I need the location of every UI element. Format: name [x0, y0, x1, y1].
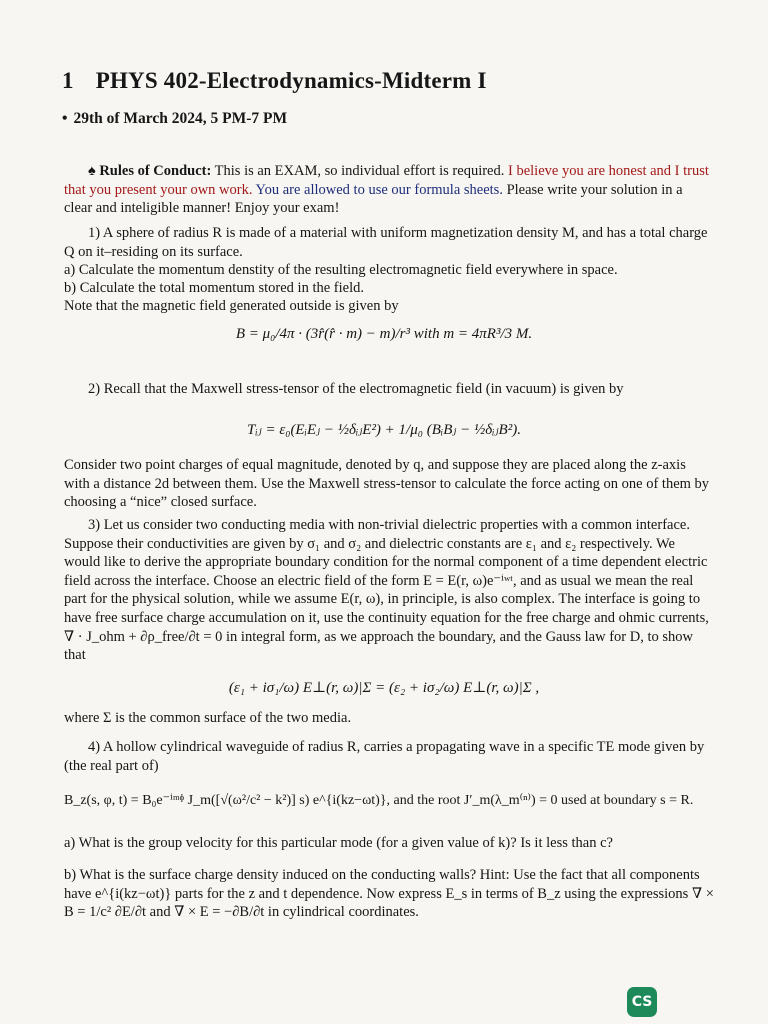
date-text: 29th of March 2024, 5 PM-7 PM	[73, 110, 288, 127]
rules-text-1: This is an EXAM, so individual effort is required.	[211, 163, 508, 179]
q3-where: where Σ is the common surface of the two media.	[64, 710, 352, 726]
q4-intro: 4) A hollow cylindrical waveguide of radius R, carries a propagating wave in a specific TE mode given by (the real part of)	[64, 739, 705, 774]
title-text: PHYS 402-Electrodynamics-Midterm I	[95, 68, 487, 93]
rules-text-blue: You are allowed to use our formula sheets.	[252, 181, 503, 198]
spade-icon: ♠	[88, 163, 96, 179]
q2-body: Consider two point charges of equal magnitude, denoted by q, and suppose they are placed along the z-axis with a distance 2d between them. Use the Maxwell stress-tensor to calculate the force acting on one of them by choosing a “nice” closed surface.	[64, 457, 710, 511]
section-number: 1	[62, 68, 74, 93]
exam-date	[62, 110, 287, 128]
q4-part-a: a) What is the group velocity for this particular mode (for a given value of k)? Is it less than c?	[64, 835, 613, 851]
q1-part-a: a) Calculate the momentum denstity of the resulting electromagnetic field everywhere in space.	[64, 262, 618, 278]
exam-title	[62, 68, 487, 94]
rules-text-2: Please write your solution in a clear and inteligible manner! Enjoy your exam!	[64, 181, 683, 217]
q1-equation: B = μ₀/4π · (3r̂(r̂ · m) − m)/r³ with m = 4πR³/3 M.	[235, 326, 533, 342]
q4-equation: B_z(s, φ, t) = B₀e⁻ⁱᵐᶲ J_m([√(ω²/c² − k²)] s) e^{i(kz−ωt)}, and the root J′_m(λ_m⁽ⁿ⁾) = 0 used at boundary s = R.	[64, 793, 694, 808]
q1-intro: 1) A sphere of radius R is made of a material with uniform magnetization density M, and has a total charge Q on it–residing on its surface.	[64, 225, 708, 260]
bullet-icon: •	[62, 110, 68, 127]
camscanner-logo: CS	[627, 987, 657, 1017]
q4-part-b: b) What is the surface charge density induced on the conducting walls? Hint: Use the fact that all components have e^{i(kz−ωt)} parts for the z and t dependence. Now express E_s in terms of B_z using the expressions ∇ × B = 1/c² ∂E/∂t and ∇ × E = −∂B/∂t in cylindrical coordinates.	[64, 867, 714, 921]
rules-text-red: I believe you are honest and I trust that you present your own work.	[64, 163, 709, 198]
q3-body: 3) Let us consider two conducting media with non-trivial dielectric properties with a common interface. Suppose their conductivities are given by σ₁ and σ₂ and dielectric constants are ε₁ and ε₂ respectively. We would like to derive the appropriate boundary condition for the normal component of a time dependent electric field across the interface. Choose an electric field of the form E = E(r, ω)e⁻ⁱʷᵗ, and as usual we mean the real part for the physical solution, while we assume E(r, ω), in principle, is also complex. The interface is going to have free surface charge accumulation on it, use the continuity equation for the free charge and ohmic currents, ∇ · J_ohm + ∂ρ_free/∂t = 0 in integral form, as we approach the boundary, and the Gauss law for D, to show that	[64, 517, 709, 664]
rules-paragraph	[64, 162, 714, 218]
q1-part-b-text: b) Calculate the total momentum stored in the field.	[64, 280, 364, 296]
rules-label: Rules of Conduct:	[99, 163, 212, 179]
q1-note: Note that the magnetic field generated outside is given by	[64, 298, 399, 314]
q2-equation: Tᵢⱼ = ε₀(EᵢEⱼ − ½δᵢⱼE²) + 1/μ₀ (BᵢBⱼ − ½δᵢⱼB²).	[247, 422, 521, 438]
q3-equation: (ε₁ + iσ₁/ω) E⊥(r, ω)|Σ = (ε₂ + iσ₂/ω) E⊥(r, ω)|Σ ,	[228, 680, 540, 696]
q2-intro: 2) Recall that the Maxwell stress-tensor of the electromagnetic field (in vacuum) is given by	[88, 381, 624, 397]
q1-part-b	[64, 279, 714, 298]
